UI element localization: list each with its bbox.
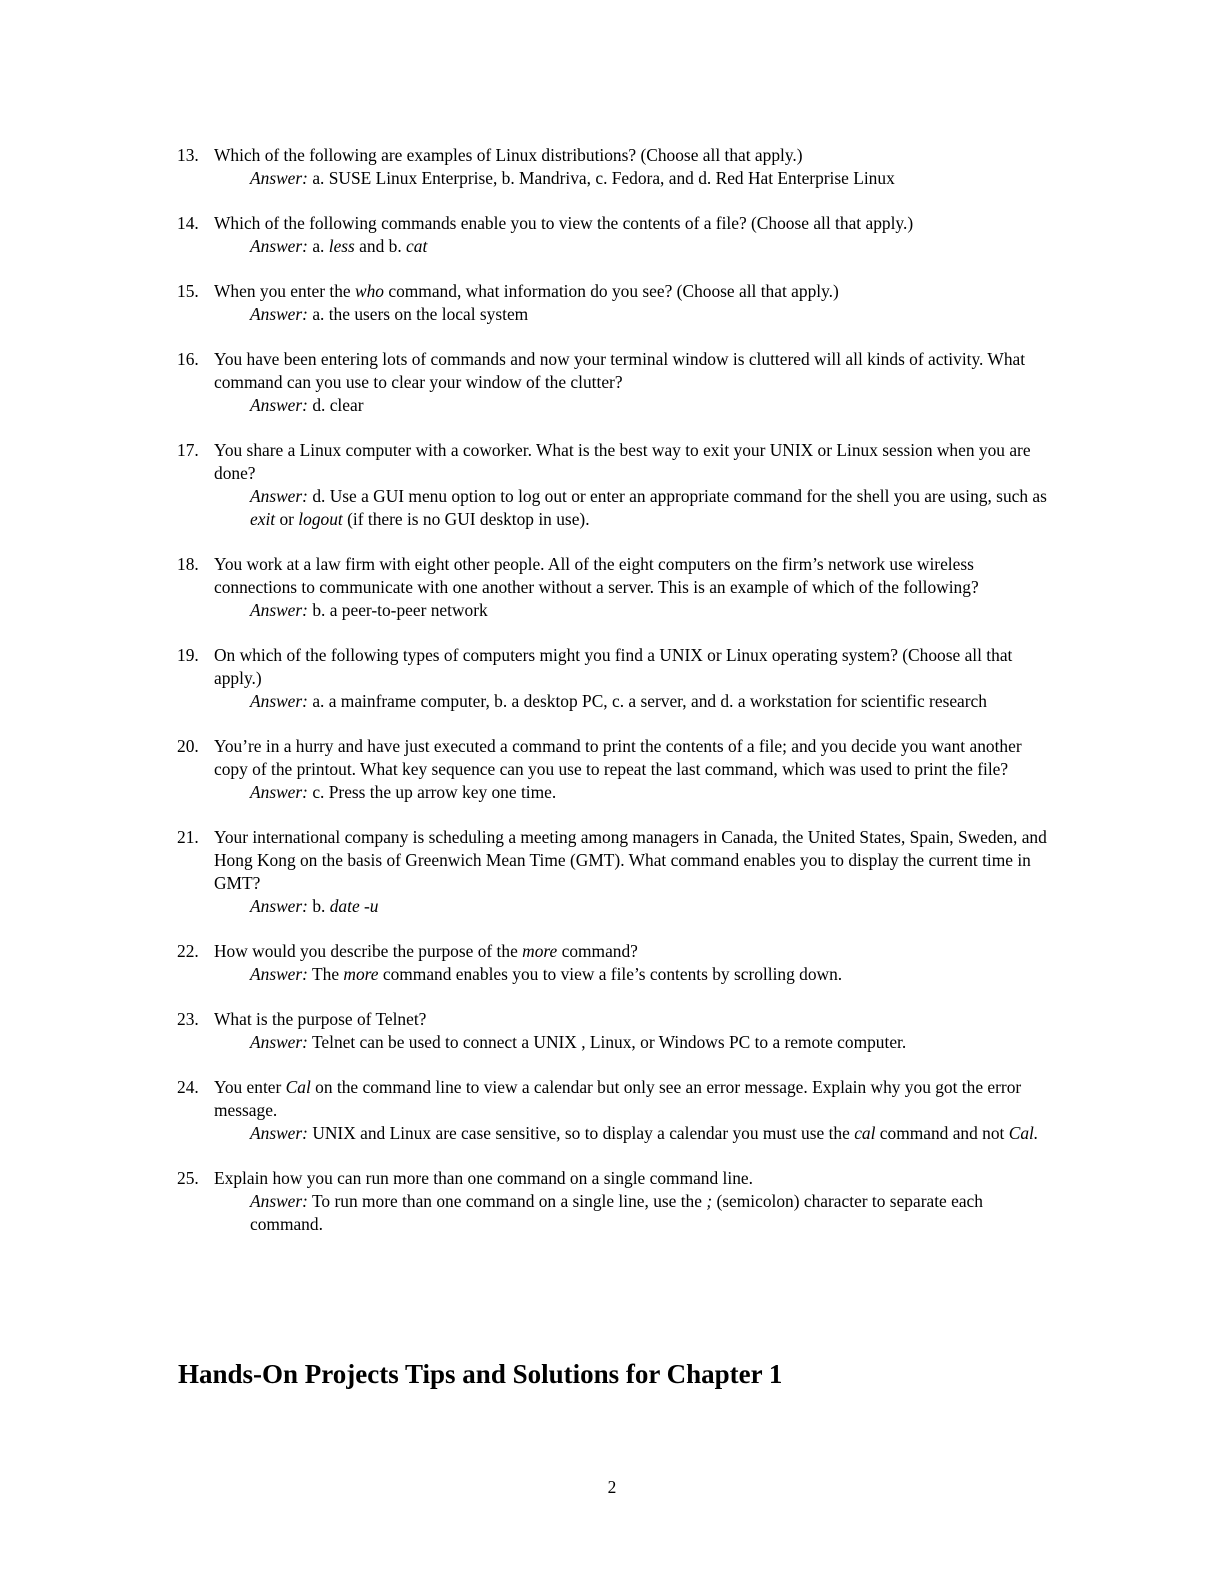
answer-text (214, 963, 1057, 986)
question-text (214, 144, 1057, 167)
text-run: a. a mainframe computer, b. a desktop PC, c. a server, and d. a workstation for scientific research (307, 691, 987, 711)
answer-label: Answer: (250, 1032, 308, 1052)
italic-term: logout (298, 509, 343, 529)
text-run: When you enter the (214, 281, 356, 301)
question-number: 18. (177, 554, 199, 574)
question-item (177, 1076, 1057, 1145)
answer-label: Answer: (250, 304, 308, 324)
question-text (214, 280, 1057, 303)
answer-text (214, 1031, 1057, 1054)
question-list (177, 144, 1057, 1258)
question-number: 15. (177, 281, 199, 301)
text-run: You’re in a hurry and have just executed a command to print the contents of a file; and you decide you want another copy of the printout. What key sequence can you use to repeat the last command, which was used to print the file? (214, 736, 1022, 779)
question-number: 21. (177, 827, 199, 847)
answer-label: Answer: (250, 1191, 308, 1211)
question-number: 22. (177, 941, 199, 961)
text-run: c. Press the up arrow key one time. (307, 782, 557, 802)
answer-label: Answer: (250, 964, 308, 984)
answer-text (214, 167, 1057, 190)
text-run: command and not (875, 1123, 1009, 1143)
italic-term: Cal. (1008, 1123, 1039, 1143)
question-item (177, 553, 1057, 622)
question-item (177, 735, 1057, 804)
question-number: 23. (177, 1009, 199, 1029)
question-item (177, 280, 1057, 326)
italic-term: exit (250, 509, 276, 529)
text-run: on the command line to view a calendar but only see an error message. Explain why you got the error message. (214, 1077, 1022, 1120)
text-run: command, what information do you see? (Choose all that apply.) (384, 281, 839, 301)
text-run: b. (307, 896, 330, 916)
text-run: How would you describe the purpose of the (214, 941, 523, 961)
question-text (214, 1076, 1057, 1122)
italic-term: ; (706, 1191, 713, 1211)
answer-text (214, 485, 1057, 531)
question-text (214, 735, 1057, 781)
text-run: On which of the following types of computers might you find a UNIX or Linux operating system? (Choose all that apply.) (214, 645, 1013, 688)
text-run: and b. (354, 236, 407, 256)
text-run: Telnet can be used to connect a UNIX , Linux, or Windows PC to a remote computer. (307, 1032, 907, 1052)
text-run: a. (307, 236, 329, 256)
text-run: Your international company is scheduling a meeting among managers in Canada, the United States, Spain, Sweden, and Hong Kong on the basis of Greenwich Mean Time (GMT). What command enables you to display the current time in GMT? (214, 827, 1047, 893)
answer-text (214, 303, 1057, 326)
answer-text (214, 235, 1057, 258)
text-run: d. Use a GUI menu option to log out or enter an appropriate command for the shell you are using, such as (307, 486, 1047, 506)
answer-label: Answer: (250, 486, 308, 506)
answer-text (214, 599, 1057, 622)
italic-term: cat (406, 236, 428, 256)
question-item (177, 212, 1057, 258)
text-run: command? (557, 941, 638, 961)
question-text (214, 1167, 1057, 1190)
question-number: 13. (177, 145, 199, 165)
answer-label: Answer: (250, 168, 308, 188)
answer-label: Answer: (250, 236, 308, 256)
answer-label: Answer: (250, 782, 308, 802)
text-run: a. SUSE Linux Enterprise, b. Mandriva, c. Fedora, and d. Red Hat Enterprise Linux (307, 168, 895, 188)
section-heading: Hands-On Projects Tips and Solutions for Chapter 1 (178, 1359, 783, 1389)
page-number: 2 (607, 1477, 617, 1497)
question-item (177, 348, 1057, 417)
text-run: The (307, 964, 344, 984)
question-number: 25. (177, 1168, 199, 1188)
answer-label: Answer: (250, 395, 308, 415)
answer-text (214, 690, 1057, 713)
question-item (177, 144, 1057, 190)
text-run: You have been entering lots of commands and now your terminal window is cluttered will all kinds of activity. What command can you use to clear your window of the clutter? (214, 349, 1026, 392)
question-number: 16. (177, 349, 199, 369)
text-run: b. a peer-to-peer network (307, 600, 488, 620)
italic-term: Cal (285, 1077, 311, 1097)
answer-text (214, 781, 1057, 804)
italic-term: date -u (329, 896, 379, 916)
question-item (177, 826, 1057, 918)
text-run: (if there is no GUI desktop in use). (342, 509, 590, 529)
question-number: 24. (177, 1077, 199, 1097)
question-item (177, 1167, 1057, 1236)
question-text (214, 1008, 1057, 1031)
italic-term: more (522, 941, 558, 961)
answer-text (214, 1190, 1057, 1236)
question-text (214, 826, 1057, 895)
italic-term: less (328, 236, 355, 256)
question-text (214, 553, 1057, 599)
text-run: To run more than one command on a single line, use the (307, 1191, 707, 1211)
text-run: Which of the following are examples of Linux distributions? (Choose all that apply.) (214, 145, 803, 165)
text-run: You share a Linux computer with a coworker. What is the best way to exit your UNIX or Linux session when you are done? (214, 440, 1031, 483)
text-run: d. clear (307, 395, 364, 415)
question-number: 14. (177, 213, 199, 233)
text-run: a. the users on the local system (307, 304, 529, 324)
question-text (214, 348, 1057, 394)
question-number: 19. (177, 645, 199, 665)
text-run: What is the purpose of Telnet? (214, 1009, 427, 1029)
text-run: Which of the following commands enable you to view the contents of a file? (Choose all that apply.) (214, 213, 914, 233)
answer-text (214, 394, 1057, 417)
question-item (177, 1008, 1057, 1054)
text-run: You work at a law firm with eight other people. All of the eight computers on the firm’s network use wireless connections to communicate with one another without a server. This is an example of which of the following? (214, 554, 979, 597)
question-text (214, 212, 1057, 235)
question-text (214, 940, 1057, 963)
question-item (177, 439, 1057, 531)
text-run: command enables you to view a file’s contents by scrolling down. (378, 964, 843, 984)
question-text (214, 644, 1057, 690)
answer-label: Answer: (250, 1123, 308, 1143)
text-run: or (275, 509, 299, 529)
text-run: (semicolon) character to separate each command. (250, 1191, 983, 1234)
question-item (177, 644, 1057, 713)
question-number: 17. (177, 440, 199, 460)
answer-label: Answer: (250, 691, 308, 711)
question-number: 20. (177, 736, 199, 756)
text-run: You enter (214, 1077, 286, 1097)
answer-label: Answer: (250, 896, 308, 916)
answer-label: Answer: (250, 600, 308, 620)
text-run: UNIX and Linux are case sensitive, so to display a calendar you must use the (307, 1123, 855, 1143)
answer-text (214, 895, 1057, 918)
question-item (177, 940, 1057, 986)
answer-text (214, 1122, 1057, 1145)
question-text (214, 439, 1057, 485)
text-run: Explain how you can run more than one command on a single command line. (214, 1168, 753, 1188)
italic-term: more (343, 964, 379, 984)
italic-term: who (355, 281, 385, 301)
italic-term: cal (854, 1123, 876, 1143)
